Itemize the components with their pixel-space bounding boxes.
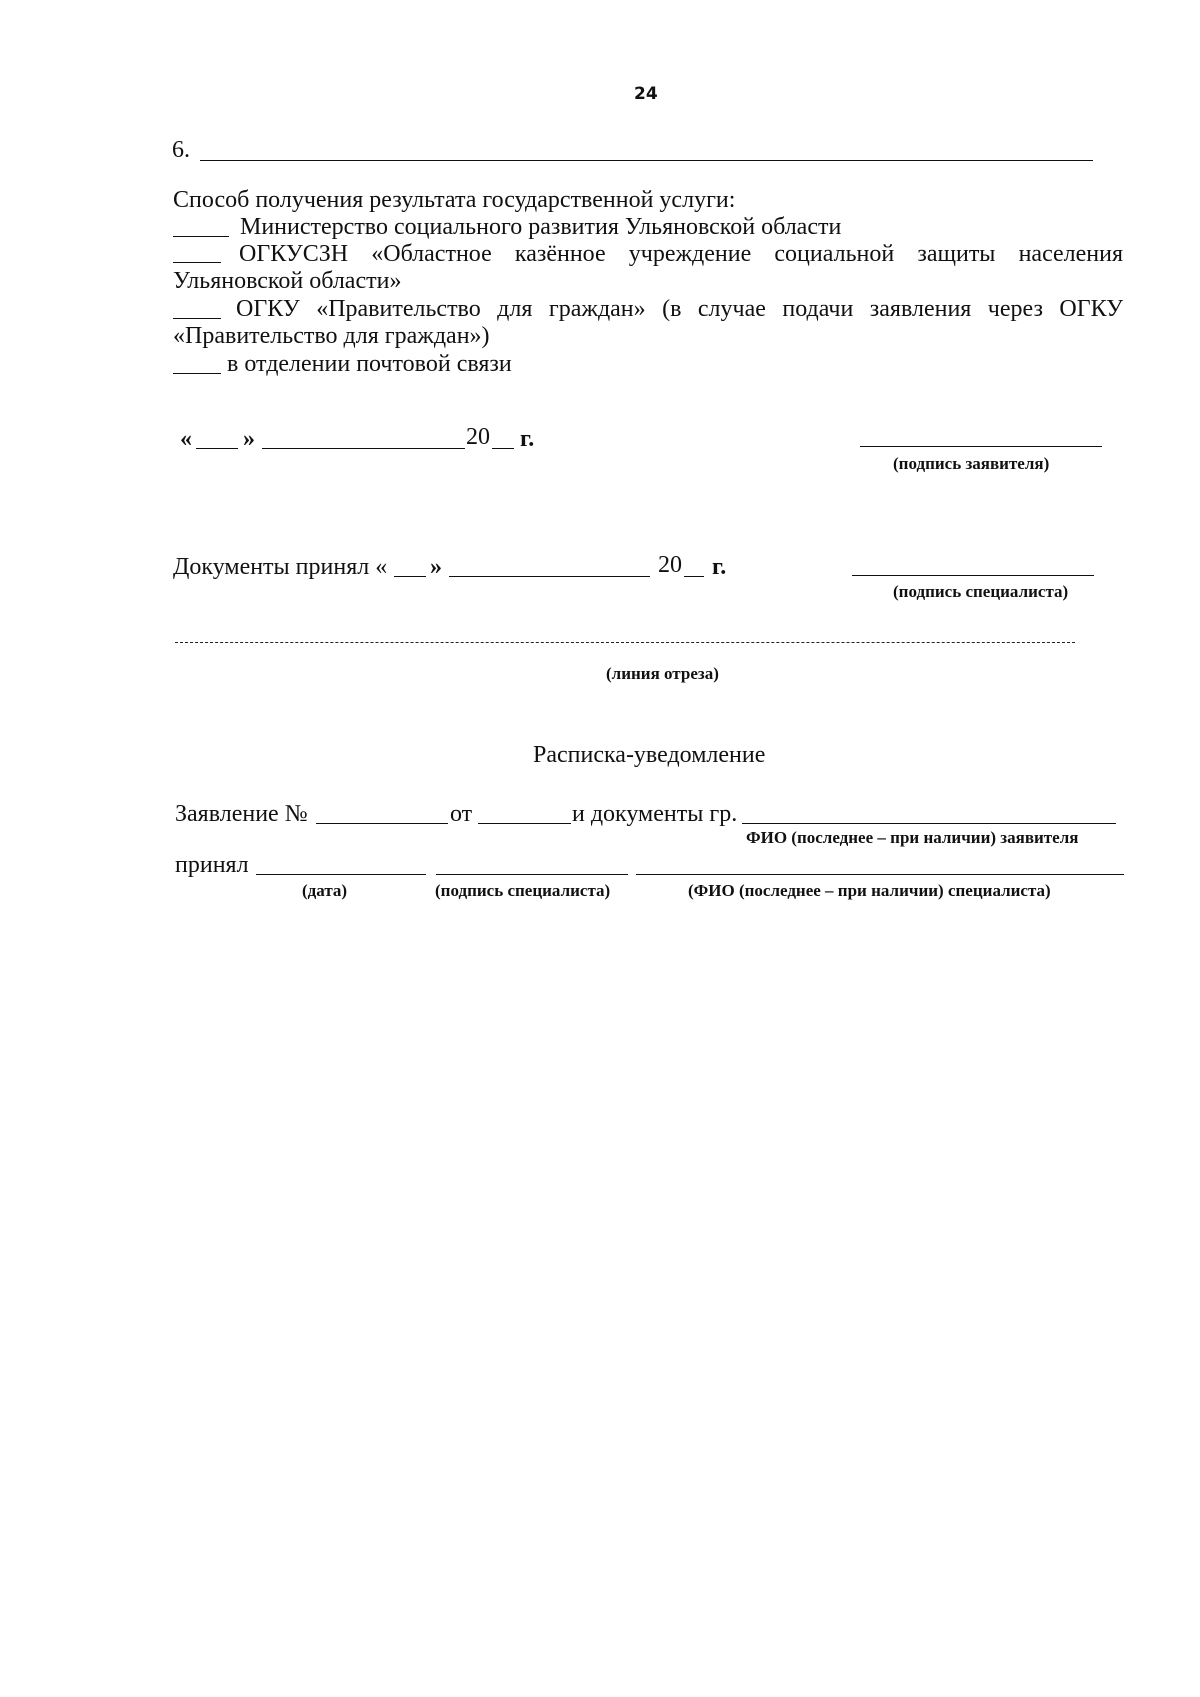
- option4-label: в отделении почтовой связи: [227, 351, 512, 377]
- option2-checkbox-blank[interactable]: [173, 262, 221, 263]
- method-heading: Способ получения результата государственной услуги:: [173, 187, 736, 213]
- accepted-month-blank[interactable]: [449, 576, 650, 577]
- item-6-number: 6.: [172, 137, 190, 163]
- receipt-date-blank[interactable]: [256, 874, 426, 875]
- option2-line1: ОГКУСЗН «Областное казённое учреждение социальной защиты населения: [239, 241, 1124, 267]
- date-day-blank[interactable]: [196, 448, 238, 449]
- option3-line2: «Правительство для граждан»): [173, 323, 490, 349]
- date-year-suffix: г.: [520, 426, 535, 452]
- receipt-applicant-name-blank[interactable]: [742, 823, 1116, 824]
- receipt-applicant-caption: ФИО (последнее – при наличии) заявителя: [746, 828, 1079, 847]
- accepted-year-prefix: 20: [658, 552, 682, 578]
- receipt-specialist-name-blank[interactable]: [636, 874, 1124, 875]
- receipt-signature-blank[interactable]: [436, 874, 628, 875]
- specialist-signature-line[interactable]: [852, 575, 1094, 576]
- specialist-signature-caption: (подпись специалиста): [893, 582, 1069, 601]
- receipt-from-label: от: [450, 801, 473, 827]
- cut-line: [175, 642, 1075, 643]
- accepted-day-blank[interactable]: [394, 576, 426, 577]
- date-year-blank[interactable]: [492, 448, 514, 449]
- item-6-blank-line: [200, 160, 1093, 161]
- date-close-quote: »: [243, 426, 255, 452]
- option1-checkbox-blank[interactable]: [173, 236, 229, 237]
- receipt-signature-caption: (подпись специалиста): [435, 881, 611, 900]
- cut-line-caption: (линия отреза): [606, 664, 719, 683]
- accepted-year-suffix: г.: [712, 554, 727, 580]
- option3-line1: ОГКУ «Правительство для граждан» (в случае подачи заявления через ОГКУ: [236, 296, 1124, 322]
- receipt-accepted-label: принял: [175, 852, 249, 878]
- option3-checkbox-blank[interactable]: [173, 318, 221, 319]
- receipt-docs-label: и документы гр.: [572, 801, 738, 827]
- receipt-specialist-caption: (ФИО (последнее – при наличии) специалиста): [688, 881, 1051, 900]
- date-month-blank[interactable]: [262, 448, 465, 449]
- receipt-statement-label: Заявление №: [175, 801, 308, 827]
- accepted-close-quote: »: [430, 554, 442, 580]
- receipt-title: Расписка-уведомление: [533, 742, 766, 768]
- page-number: 24: [634, 84, 658, 104]
- receipt-statement-number-blank[interactable]: [316, 823, 448, 824]
- applicant-signature-caption: (подпись заявителя): [893, 454, 1050, 473]
- option1-label: Министерство социального развития Ульяновской области: [240, 214, 842, 240]
- option4-checkbox-blank[interactable]: [173, 373, 221, 374]
- receipt-from-date-blank[interactable]: [478, 823, 571, 824]
- accepted-year-blank[interactable]: [684, 576, 704, 577]
- option2-line2: Ульяновской области»: [173, 268, 402, 294]
- date-year-prefix: 20: [466, 424, 490, 450]
- accepted-label: Документы принял «: [173, 554, 388, 580]
- receipt-date-caption: (дата): [302, 881, 348, 900]
- applicant-signature-line[interactable]: [860, 446, 1102, 447]
- date-open-quote: «: [180, 426, 192, 452]
